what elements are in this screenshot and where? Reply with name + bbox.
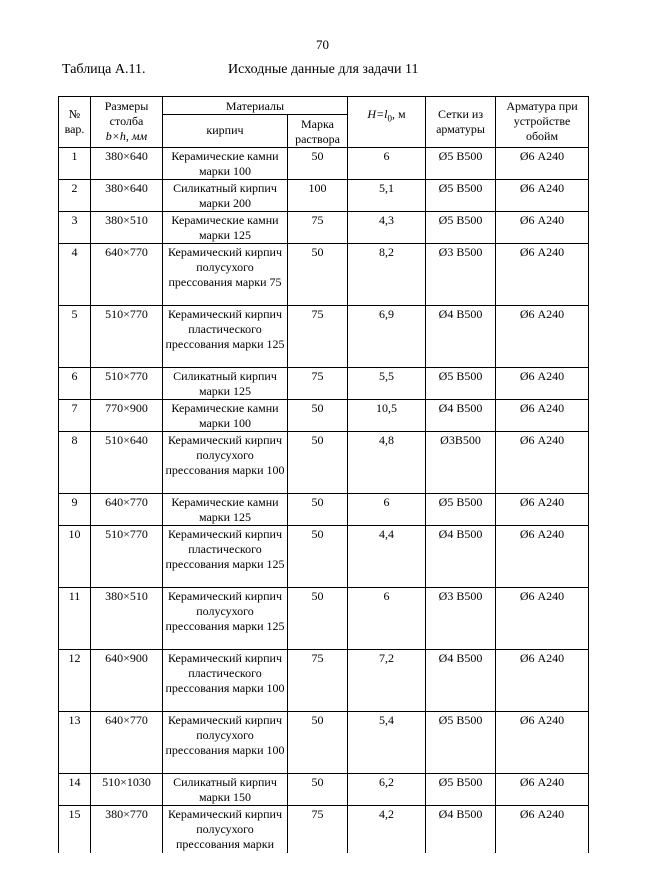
cell-mesh: Ø5 В500 (426, 180, 496, 212)
cell-num: 12 (59, 650, 91, 712)
cell-height: 10,5 (348, 400, 426, 432)
cell-size: 510×770 (91, 526, 163, 588)
cell-num: 3 (59, 212, 91, 244)
cell-brick: Керамические камни марки 100 (163, 148, 288, 180)
header-mesh: Сетки из арматуры (426, 97, 496, 148)
cell-mesh: Ø5 В500 (426, 712, 496, 774)
cell-rebar: Ø6 А240 (496, 650, 589, 712)
data-table (58, 96, 589, 853)
cell-rebar: Ø6 А240 (496, 148, 589, 180)
cell-rebar: Ø6 А240 (496, 306, 589, 368)
cell-size: 380×770 (91, 806, 163, 853)
table-row (59, 400, 589, 432)
cell-num: 7 (59, 400, 91, 432)
cell-rebar: Ø6 А240 (496, 774, 589, 806)
cell-rebar: Ø6 А240 (496, 526, 589, 588)
cell-num: 10 (59, 526, 91, 588)
cell-brick: Керамические камни марки 125 (163, 212, 288, 244)
cell-mortar: 100 (288, 180, 348, 212)
header-mortar: Марка раствора (288, 115, 348, 148)
cell-mortar: 50 (288, 432, 348, 494)
cell-mortar: 75 (288, 212, 348, 244)
cell-height: 8,2 (348, 244, 426, 306)
cell-size: 640×900 (91, 650, 163, 712)
cell-height: 4,2 (348, 806, 426, 853)
header-rebar: Арматура при устройстве обойм (496, 97, 589, 148)
table-row (59, 526, 589, 588)
cell-brick: Керамический кирпич полусухого прессования марки 75 (163, 244, 288, 306)
cell-height: 6,2 (348, 774, 426, 806)
header-height: $H=l_0$, м (348, 97, 426, 148)
table-row (59, 712, 589, 774)
cell-mortar: 50 (288, 148, 348, 180)
table-row (59, 588, 589, 650)
cell-height: 4,3 (348, 212, 426, 244)
table-row (59, 774, 589, 806)
table-row (59, 244, 589, 306)
cell-mesh: Ø3 В500 (426, 588, 496, 650)
cell-size: 510×1030 (91, 774, 163, 806)
table-row (59, 368, 589, 400)
cell-size: 640×770 (91, 494, 163, 526)
cell-num: 8 (59, 432, 91, 494)
cell-num: 4 (59, 244, 91, 306)
cell-num: 2 (59, 180, 91, 212)
table-row (59, 148, 589, 180)
header-variant-number: № вар. (59, 97, 91, 148)
cell-height: 4,8 (348, 432, 426, 494)
cell-rebar: Ø6 А240 (496, 212, 589, 244)
cell-size: 510×640 (91, 432, 163, 494)
cell-brick: Керамический кирпич полусухого прессования марки (163, 806, 288, 853)
cell-brick: Керамический кирпич пластического прессования марки 125 (163, 526, 288, 588)
cell-brick: Керамический кирпич полусухого прессования марки 100 (163, 712, 288, 774)
cell-num: 1 (59, 148, 91, 180)
cell-mesh: Ø5 В500 (426, 212, 496, 244)
cell-brick: Силикатный кирпич марки 200 (163, 180, 288, 212)
cell-height: 7,2 (348, 650, 426, 712)
cell-rebar: Ø6 А240 (496, 712, 589, 774)
cell-height: 6,9 (348, 306, 426, 368)
table-caption-title: Исходные данные для задачи 11 (228, 62, 419, 77)
cell-mesh: Ø4 В500 (426, 400, 496, 432)
cell-num: 6 (59, 368, 91, 400)
cell-mortar: 50 (288, 400, 348, 432)
cell-rebar: Ø6 А240 (496, 244, 589, 306)
cell-height: 4,4 (348, 526, 426, 588)
cell-mortar: 50 (288, 244, 348, 306)
cell-mortar: 50 (288, 494, 348, 526)
cell-brick: Керамический кирпич полусухого прессования марки 125 (163, 588, 288, 650)
cell-mesh: Ø3В500 (426, 432, 496, 494)
cell-mesh: Ø5 В500 (426, 774, 496, 806)
cell-height: 6 (348, 148, 426, 180)
cell-size: 380×640 (91, 180, 163, 212)
cell-height: 5,5 (348, 368, 426, 400)
table-row (59, 212, 589, 244)
table-row (59, 806, 589, 853)
cell-brick: Керамические камни марки 125 (163, 494, 288, 526)
cell-rebar: Ø6 А240 (496, 368, 589, 400)
table-row (59, 306, 589, 368)
table-row (59, 432, 589, 494)
cell-mesh: Ø3 В500 (426, 244, 496, 306)
cell-rebar: Ø6 А240 (496, 400, 589, 432)
cell-mortar: 75 (288, 368, 348, 400)
cell-size: 510×770 (91, 368, 163, 400)
cell-rebar: Ø6 А240 (496, 180, 589, 212)
cell-size: 380×510 (91, 588, 163, 650)
cell-mesh: Ø4 В500 (426, 650, 496, 712)
cell-mortar: 50 (288, 774, 348, 806)
cell-brick: Керамический кирпич пластического прессования марки 125 (163, 306, 288, 368)
cell-mesh: Ø5 В500 (426, 494, 496, 526)
cell-num: 14 (59, 774, 91, 806)
cell-num: 9 (59, 494, 91, 526)
cell-size: 640×770 (91, 244, 163, 306)
cell-size: 380×510 (91, 212, 163, 244)
table-row (59, 180, 589, 212)
cell-height: 5,1 (348, 180, 426, 212)
cell-mesh: Ø5 В500 (426, 148, 496, 180)
header-materials: Материалы (163, 97, 348, 115)
cell-mortar: 75 (288, 806, 348, 853)
header-column-size: Размеры столба b×h, мм (91, 97, 163, 148)
table-row (59, 494, 589, 526)
header-brick: кирпич (163, 115, 288, 148)
cell-size: 380×640 (91, 148, 163, 180)
cell-mortar: 75 (288, 650, 348, 712)
cell-height: 6 (348, 494, 426, 526)
cell-brick: Керамический кирпич пластического прессования марки 100 (163, 650, 288, 712)
cell-num: 15 (59, 806, 91, 853)
cell-num: 5 (59, 306, 91, 368)
table-caption-label: Таблица А.11. (62, 62, 146, 77)
cell-rebar: Ø6 А240 (496, 806, 589, 853)
cell-mesh: Ø4 В500 (426, 306, 496, 368)
cell-brick: Керамический кирпич полусухого прессования марки 100 (163, 432, 288, 494)
cell-size: 770×900 (91, 400, 163, 432)
cell-brick: Керамические камни марки 100 (163, 400, 288, 432)
cell-mortar: 50 (288, 588, 348, 650)
cell-size: 640×770 (91, 712, 163, 774)
cell-size: 510×770 (91, 306, 163, 368)
cell-rebar: Ø6 А240 (496, 588, 589, 650)
table-row (59, 650, 589, 712)
cell-mesh: Ø5 В500 (426, 368, 496, 400)
cell-mortar: 50 (288, 526, 348, 588)
cell-mortar: 50 (288, 712, 348, 774)
cell-rebar: Ø6 А240 (496, 494, 589, 526)
cell-brick: Силикатный кирпич марки 150 (163, 774, 288, 806)
page-number: 70 (316, 37, 329, 52)
cell-mesh: Ø4 В500 (426, 526, 496, 588)
cell-num: 11 (59, 588, 91, 650)
cell-num: 13 (59, 712, 91, 774)
cell-brick: Силикатный кирпич марки 125 (163, 368, 288, 400)
cell-height: 6 (348, 588, 426, 650)
cell-mesh: Ø4 В500 (426, 806, 496, 853)
cell-mortar: 75 (288, 306, 348, 368)
cell-rebar: Ø6 А240 (496, 432, 589, 494)
cell-height: 5,4 (348, 712, 426, 774)
